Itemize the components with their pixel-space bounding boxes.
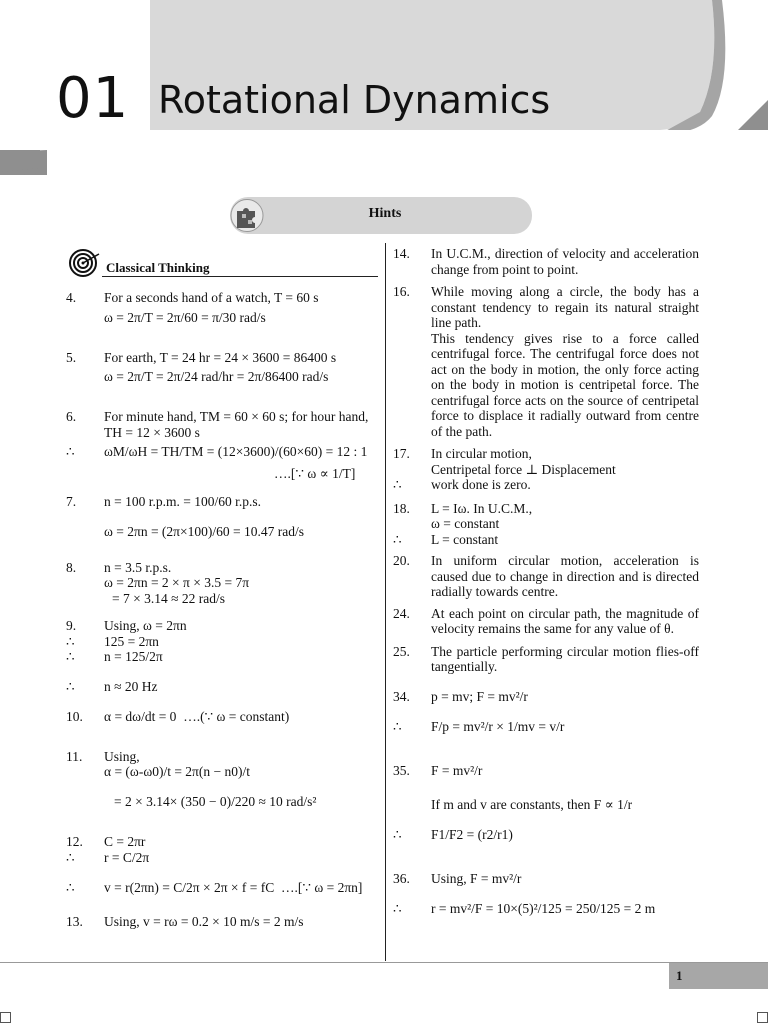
item-equation: α = (ω-ω0)/t = 2π(n − n0)/t bbox=[104, 764, 250, 779]
item-number: 35. bbox=[393, 762, 410, 778]
therefore-symbol: ∴ bbox=[393, 826, 402, 842]
item-text: 125 = 2πn bbox=[104, 633, 159, 649]
hint-item bbox=[66, 834, 378, 910]
item-text: L = constant bbox=[431, 531, 499, 547]
item-number: 9. bbox=[66, 618, 77, 633]
item-equation bbox=[66, 849, 378, 880]
section-heading bbox=[66, 240, 378, 276]
item-line: At each point on circular path, the magnitude of velocity remains the same for any value of θ. bbox=[431, 605, 699, 636]
item-line: Using, v = rω = 0.2 × 10 m/s = 2 m/s bbox=[104, 913, 304, 929]
item-equation: ω = 2πn = (2π×100)/60 = 10.47 rad/s bbox=[104, 523, 304, 539]
item-line: TH = 12 × 3600 s bbox=[104, 424, 200, 440]
item-equation bbox=[393, 718, 699, 749]
therefore-symbol: ∴ bbox=[66, 879, 75, 895]
item-equation bbox=[104, 709, 378, 739]
item-number: 36. bbox=[393, 870, 410, 886]
hint-item bbox=[66, 914, 378, 930]
item-number: 6. bbox=[66, 409, 77, 424]
item-line: Using, ω = 2πn bbox=[104, 618, 187, 633]
hint-item bbox=[393, 763, 699, 857]
crop-mark bbox=[0, 1012, 11, 1023]
item-equation: F = mv²/r bbox=[431, 762, 483, 778]
item-equation bbox=[66, 444, 378, 466]
item-note: ….[∵ ω ∝ 1/T] bbox=[274, 466, 356, 481]
hint-item bbox=[66, 350, 378, 400]
item-text: n = 125/2π bbox=[104, 649, 163, 664]
item-number: 5. bbox=[66, 349, 77, 365]
item-line: ω = constant bbox=[431, 516, 500, 531]
item-equation: If m and v are constants, then F ∝ 1/r bbox=[431, 796, 633, 812]
hint-item bbox=[393, 246, 699, 277]
hint-item bbox=[66, 618, 378, 695]
puzzle-icon bbox=[233, 202, 261, 230]
hint-item bbox=[393, 553, 699, 600]
item-line bbox=[393, 531, 699, 548]
item-line: For earth, T = 24 hr = 24 × 3600 = 86400 s bbox=[104, 349, 337, 365]
chapter-number: 01 bbox=[56, 66, 130, 131]
therefore-symbol: ∴ bbox=[393, 718, 402, 734]
hint-item bbox=[393, 501, 699, 548]
item-line: For a seconds hand of a watch, T = 60 s bbox=[104, 290, 319, 305]
item-line: n = 3.5 r.p.s. bbox=[104, 559, 172, 575]
item-note: ….[∵ ω = 2πn] bbox=[281, 879, 363, 895]
hint-item bbox=[66, 560, 378, 607]
therefore-symbol: ∴ bbox=[393, 900, 402, 916]
right-column bbox=[393, 240, 699, 931]
section-label: Classical Thinking bbox=[106, 260, 210, 275]
hint-item bbox=[66, 709, 378, 739]
item-equation: = 2 × 3.14× (350 − 0)/220 ≈ 10 rad/s² bbox=[114, 794, 317, 809]
item-number: 13. bbox=[66, 913, 83, 929]
item-number: 10. bbox=[66, 708, 83, 724]
item-equation: p = mv; F = mv²/r bbox=[431, 688, 528, 704]
item-number: 8. bbox=[66, 559, 77, 575]
hint-item bbox=[393, 871, 699, 931]
item-number: 16. bbox=[393, 284, 410, 299]
item-number: 20. bbox=[393, 553, 410, 568]
item-equation: ω = 2π/T = 2π/24 rad/hr = 2π/86400 rad/s bbox=[104, 369, 329, 384]
hint-item bbox=[66, 749, 378, 825]
target-icon bbox=[68, 248, 102, 278]
item-line bbox=[393, 477, 699, 493]
item-equation: ω = 2π/T = 2π/60 = π/30 rad/s bbox=[104, 309, 266, 325]
item-text: n ≈ 20 Hz bbox=[104, 679, 158, 694]
item-equation: n = 100 r.p.m. = 100/60 r.p.s. bbox=[104, 493, 261, 509]
item-line: Using, bbox=[104, 748, 140, 764]
item-line: = 7 × 3.14 ≈ 22 rad/s bbox=[112, 590, 226, 606]
item-number: 14. bbox=[393, 246, 410, 261]
item-number: 4. bbox=[66, 290, 77, 305]
item-line: The particle performing circular motion flies-off tangentially. bbox=[431, 643, 699, 674]
item-line: In circular motion, bbox=[431, 446, 532, 461]
item-text: v = r(2πn) = C/2π × 2π × f = fC bbox=[104, 879, 275, 895]
item-text: F1/F2 = (r2/r1) bbox=[431, 826, 513, 842]
item-equation bbox=[393, 826, 699, 857]
item-line: In U.C.M., direction of velocity and acceleration change from point to point. bbox=[431, 246, 699, 277]
hints-label: Hints bbox=[368, 206, 402, 221]
item-line: While moving along a circle, the body has a constant tendency to regain its natural straight line path. bbox=[431, 284, 699, 330]
hint-item bbox=[393, 284, 699, 439]
therefore-symbol: ∴ bbox=[66, 649, 75, 664]
item-text: r = mv²/F = 10×(5)²/125 = 250/125 = 2 m bbox=[431, 900, 656, 916]
item-line: This tendency gives rise to a force called centrifugal force. The centrifugal force does not act on the body in motion, the only force acting on the body in motion is centripetal force. The centrifugal force acts on the source of centripetal force to displace it radially outward from centre of the path. bbox=[431, 330, 699, 439]
item-text: α = dω/dt = 0 bbox=[104, 708, 177, 724]
item-number: 34. bbox=[393, 688, 410, 704]
item-line bbox=[66, 633, 378, 650]
item-line: ω = 2πn = 2 × π × 3.5 = 7π bbox=[104, 575, 250, 590]
therefore-symbol: ∴ bbox=[393, 531, 402, 547]
hint-item bbox=[66, 409, 378, 482]
therefore-symbol: ∴ bbox=[66, 679, 75, 694]
item-equation bbox=[66, 879, 378, 910]
item-equation: Using, F = mv²/r bbox=[431, 870, 522, 886]
item-line: For minute hand, TM = 60 × 60 s; for hour hand, bbox=[104, 409, 369, 424]
hint-item bbox=[393, 689, 699, 749]
hint-item bbox=[66, 290, 378, 340]
page-number: 1 bbox=[676, 968, 683, 983]
item-number: 18. bbox=[393, 500, 410, 516]
item-number: 25. bbox=[393, 643, 410, 659]
therefore-symbol: ∴ bbox=[66, 633, 75, 649]
item-line bbox=[66, 679, 378, 695]
hint-item bbox=[66, 494, 378, 554]
item-text: F/p = mv²/r × 1/mv = v/r bbox=[431, 718, 565, 734]
therefore-symbol: ∴ bbox=[66, 444, 75, 459]
item-line: In uniform circular motion, acceleration is caused due to change in direction and is directed radially towards centre. bbox=[431, 553, 699, 599]
left-column bbox=[66, 240, 378, 929]
item-text: work done is zero. bbox=[431, 477, 531, 492]
item-note: ….(∵ ω = constant) bbox=[183, 708, 290, 724]
item-number: 24. bbox=[393, 605, 410, 621]
item-equation bbox=[393, 900, 699, 931]
chapter-title: Rotational Dynamics bbox=[158, 78, 551, 122]
footer-rule bbox=[0, 962, 768, 963]
therefore-symbol: ∴ bbox=[66, 849, 75, 865]
therefore-symbol: ∴ bbox=[393, 477, 402, 492]
hint-item bbox=[393, 606, 699, 637]
hint-item bbox=[393, 446, 699, 493]
section-rule bbox=[102, 276, 378, 277]
hint-item bbox=[393, 644, 699, 675]
crop-mark bbox=[757, 1012, 768, 1023]
column-divider bbox=[385, 243, 386, 961]
item-line: C = 2πr bbox=[104, 834, 146, 849]
item-text: r = C/2π bbox=[104, 849, 150, 865]
page-number-box bbox=[669, 963, 768, 989]
item-number: 17. bbox=[393, 446, 410, 461]
item-equation bbox=[66, 649, 378, 679]
ratio-equation: ωM/ωH = TH/TM = (12×3600)/(60×60) = 12 : 1 bbox=[104, 444, 368, 459]
item-number: 11. bbox=[66, 748, 83, 764]
item-number: 12. bbox=[66, 834, 83, 849]
item-line: L = Iω. In U.C.M., bbox=[431, 500, 533, 516]
item-number: 7. bbox=[66, 493, 77, 509]
item-line: Centripetal force ⊥ Displacement bbox=[431, 461, 616, 477]
